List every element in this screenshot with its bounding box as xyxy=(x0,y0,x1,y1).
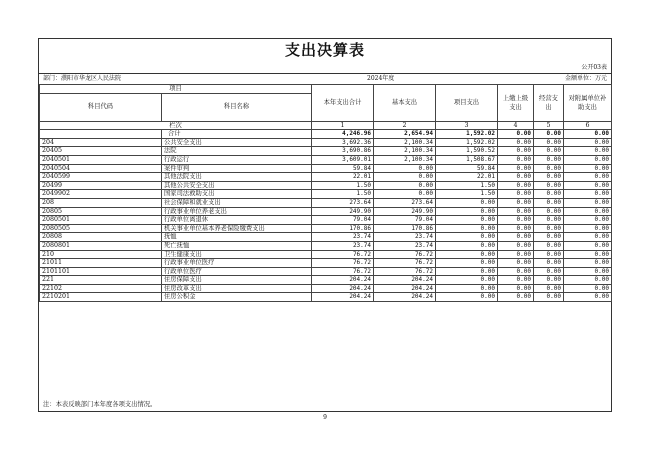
table-row xyxy=(40,164,612,173)
amount-cell-business: 0.00 xyxy=(534,164,564,173)
amount-cell-basic: 2,654.94 xyxy=(374,130,436,139)
table-row xyxy=(40,207,612,216)
col-number: 4 xyxy=(498,121,534,130)
table-row xyxy=(40,224,612,233)
amount-cell-total: 22.01 xyxy=(312,173,374,182)
amount-cell-subsidy: 0.00 xyxy=(564,173,612,182)
unit-label: 金额单位：万元 xyxy=(564,75,607,82)
amount-cell-business: 0.00 xyxy=(534,207,564,216)
table-row xyxy=(40,284,612,293)
subject-name-cell: 公共安全支出 xyxy=(162,138,312,147)
table-row xyxy=(40,138,612,147)
amount-cell-upper: 0.00 xyxy=(498,181,534,190)
amount-cell-business: 0.00 xyxy=(534,276,564,285)
amount-cell-basic: 23.74 xyxy=(374,233,436,242)
amount-cell-project: 0.00 xyxy=(436,276,498,285)
amount-cell-business: 0.00 xyxy=(534,267,564,276)
subject-name-cell: 行政事业单位医疗 xyxy=(162,259,312,268)
amount-cell-total: 1.50 xyxy=(312,181,374,190)
amount-cell-basic: 204.24 xyxy=(374,276,436,285)
amount-cell-basic: 273.64 xyxy=(374,198,436,207)
table-row xyxy=(40,198,612,207)
amount-cell-basic: 23.74 xyxy=(374,241,436,250)
amount-cell-upper: 0.00 xyxy=(498,259,534,268)
amount-cell-project: 0.00 xyxy=(436,293,498,302)
amount-cell-subsidy: 0.00 xyxy=(564,241,612,250)
amount-cell-subsidy: 0.00 xyxy=(564,216,612,225)
amount-cell-project: 0.00 xyxy=(436,198,498,207)
amount-cell-subsidy: 0.00 xyxy=(564,181,612,190)
amount-cell-business: 0.00 xyxy=(534,224,564,233)
subject-name-cell: 行政事业单位养老支出 xyxy=(162,207,312,216)
amount-cell-basic: 76.72 xyxy=(374,259,436,268)
table-row xyxy=(40,293,612,302)
table-body xyxy=(40,130,612,302)
amount-cell-total: 79.04 xyxy=(312,216,374,225)
amount-cell-basic: 2,100.34 xyxy=(374,138,436,147)
table-row xyxy=(40,147,612,156)
amount-cell-business: 0.00 xyxy=(534,147,564,156)
amount-cell-subsidy: 0.00 xyxy=(564,155,612,164)
amount-cell-total: 3,692.36 xyxy=(312,138,374,147)
table-row xyxy=(40,259,612,268)
table-code: 公开03表 xyxy=(581,64,607,71)
subject-name-cell: 住房改革支出 xyxy=(162,284,312,293)
amount-cell-business: 0.00 xyxy=(534,233,564,242)
amount-cell-business: 0.00 xyxy=(534,190,564,199)
amount-cell-upper: 0.00 xyxy=(498,267,534,276)
amount-cell-subsidy: 0.00 xyxy=(564,224,612,233)
amount-cell-basic: 79.04 xyxy=(374,216,436,225)
subject-name-cell: 合计 xyxy=(162,130,312,139)
subject-name-cell: 行政单位医疗 xyxy=(162,267,312,276)
amount-cell-upper: 0.00 xyxy=(498,164,534,173)
subject-code-cell: 2080505 xyxy=(40,224,162,233)
page-title: 支出决算表 xyxy=(284,41,365,59)
amount-cell-basic: 76.72 xyxy=(374,250,436,259)
amount-cell-upper: 0.00 xyxy=(498,250,534,259)
subject-name-cell: 其他法院支出 xyxy=(162,173,312,182)
amount-cell-basic: 2,100.34 xyxy=(374,147,436,156)
amount-cell-subsidy: 0.00 xyxy=(564,198,612,207)
header-total: 本年支出合计 xyxy=(312,85,374,122)
subject-name-cell: 机关事业单位基本养老保险缴费支出 xyxy=(162,224,312,233)
subject-code-cell: 210 xyxy=(40,250,162,259)
amount-cell-project: 0.00 xyxy=(436,284,498,293)
amount-cell-upper: 0.00 xyxy=(498,233,534,242)
amount-cell-upper: 0.00 xyxy=(498,293,534,302)
subject-name-cell: 社会保障和就业支出 xyxy=(162,198,312,207)
col-number: 1 xyxy=(312,121,374,130)
amount-cell-business: 0.00 xyxy=(534,173,564,182)
amount-cell-total: 204.24 xyxy=(312,293,374,302)
subject-code-cell: 2210201 xyxy=(40,293,162,302)
amount-cell-total: 1.50 xyxy=(312,190,374,199)
table-row xyxy=(40,267,612,276)
page-number: 9 xyxy=(323,414,327,421)
header-basic: 基本支出 xyxy=(374,85,436,122)
amount-cell-subsidy: 0.00 xyxy=(564,276,612,285)
amount-cell-project: 1.50 xyxy=(436,190,498,199)
amount-cell-business: 0.00 xyxy=(534,293,564,302)
subject-code-cell: 2080801 xyxy=(40,241,162,250)
amount-cell-basic: 204.24 xyxy=(374,284,436,293)
amount-cell-basic: 249.90 xyxy=(374,207,436,216)
subject-code-cell: 2040504 xyxy=(40,164,162,173)
amount-cell-subsidy: 0.00 xyxy=(564,190,612,199)
amount-cell-upper: 0.00 xyxy=(498,284,534,293)
col-number: 5 xyxy=(534,121,564,130)
amount-cell-basic: 0.00 xyxy=(374,190,436,199)
amount-cell-upper: 0.00 xyxy=(498,207,534,216)
amount-cell-subsidy: 0.00 xyxy=(564,130,612,139)
amount-cell-total: 204.24 xyxy=(312,276,374,285)
subject-name-cell: 案件审判 xyxy=(162,164,312,173)
amount-cell-upper: 0.00 xyxy=(498,190,534,199)
subject-name-cell: 行政单位离退休 xyxy=(162,216,312,225)
amount-cell-basic: 0.00 xyxy=(374,173,436,182)
amount-cell-business: 0.00 xyxy=(534,181,564,190)
amount-cell-project: 0.00 xyxy=(436,267,498,276)
amount-cell-total: 273.64 xyxy=(312,198,374,207)
amount-cell-basic: 170.86 xyxy=(374,224,436,233)
amount-cell-business: 0.00 xyxy=(534,155,564,164)
col-number: 6 xyxy=(564,121,612,130)
amount-cell-total: 3,609.01 xyxy=(312,155,374,164)
amount-cell-upper: 0.00 xyxy=(498,155,534,164)
subject-code-cell: 20805 xyxy=(40,207,162,216)
amount-cell-project: 1,508.67 xyxy=(436,155,498,164)
subject-code-cell: 20808 xyxy=(40,233,162,242)
amount-cell-total: 76.72 xyxy=(312,259,374,268)
amount-cell-business: 0.00 xyxy=(534,241,564,250)
subject-name-cell: 死亡抚恤 xyxy=(162,241,312,250)
table-row xyxy=(40,216,612,225)
amount-cell-project: 1,592.02 xyxy=(436,138,498,147)
amount-cell-subsidy: 0.00 xyxy=(564,207,612,216)
table-row xyxy=(40,190,612,199)
col-number: 3 xyxy=(436,121,498,130)
amount-cell-project: 0.00 xyxy=(436,224,498,233)
subject-code-cell: 21011 xyxy=(40,259,162,268)
table-row xyxy=(40,173,612,182)
header-upper: 上缴上级支出 xyxy=(498,85,534,122)
amount-cell-basic: 76.72 xyxy=(374,267,436,276)
table-row xyxy=(40,276,612,285)
subject-name-cell: 住房公积金 xyxy=(162,293,312,302)
amount-cell-total: 3,690.86 xyxy=(312,147,374,156)
amount-cell-subsidy: 0.00 xyxy=(564,233,612,242)
amount-cell-total: 23.74 xyxy=(312,233,374,242)
info-bar xyxy=(39,73,611,83)
amount-cell-subsidy: 0.00 xyxy=(564,259,612,268)
col-number: 2 xyxy=(374,121,436,130)
table-row xyxy=(40,233,612,242)
amount-cell-basic: 0.00 xyxy=(374,164,436,173)
subject-code-cell: 2049902 xyxy=(40,190,162,199)
amount-cell-upper: 0.00 xyxy=(498,276,534,285)
amount-cell-project: 1.50 xyxy=(436,181,498,190)
amount-cell-subsidy: 0.00 xyxy=(564,164,612,173)
amount-cell-subsidy: 0.00 xyxy=(564,284,612,293)
amount-cell-subsidy: 0.00 xyxy=(564,267,612,276)
subject-name-cell: 其他公共安全支出 xyxy=(162,181,312,190)
subject-code-cell: 22102 xyxy=(40,284,162,293)
amount-cell-project: 22.01 xyxy=(436,173,498,182)
amount-cell-business: 0.00 xyxy=(534,216,564,225)
row-index-label: 栏次 xyxy=(40,121,312,130)
amount-cell-basic: 0.00 xyxy=(374,181,436,190)
amount-cell-basic: 2,100.34 xyxy=(374,155,436,164)
subject-code-cell: 2040599 xyxy=(40,173,162,182)
subject-name-cell: 法院 xyxy=(162,147,312,156)
amount-cell-upper: 0.00 xyxy=(498,130,534,139)
subject-name-cell: 国家司法救助支出 xyxy=(162,190,312,199)
subject-code-cell: 2080501 xyxy=(40,216,162,225)
amount-cell-upper: 0.00 xyxy=(498,224,534,233)
amount-cell-total: 23.74 xyxy=(312,241,374,250)
amount-cell-subsidy: 0.00 xyxy=(564,250,612,259)
subject-name-cell: 行政运行 xyxy=(162,155,312,164)
table-row xyxy=(40,155,612,164)
subject-name-cell: 卫生健康支出 xyxy=(162,250,312,259)
amount-cell-basic: 204.24 xyxy=(374,293,436,302)
amount-cell-upper: 0.00 xyxy=(498,147,534,156)
amount-cell-business: 0.00 xyxy=(534,198,564,207)
table-row xyxy=(40,241,612,250)
amount-cell-business: 0.00 xyxy=(534,284,564,293)
subject-code-cell: 204 xyxy=(40,138,162,147)
amount-cell-total: 76.72 xyxy=(312,250,374,259)
amount-cell-total: 4,246.96 xyxy=(312,130,374,139)
amount-cell-subsidy: 0.00 xyxy=(564,147,612,156)
amount-cell-project: 59.84 xyxy=(436,164,498,173)
amount-cell-project: 0.00 xyxy=(436,250,498,259)
amount-cell-upper: 0.00 xyxy=(498,173,534,182)
amount-cell-total: 170.86 xyxy=(312,224,374,233)
subject-code-cell: 2040501 xyxy=(40,155,162,164)
header-subject-code: 科目代码 xyxy=(40,93,162,121)
amount-cell-business: 0.00 xyxy=(534,130,564,139)
amount-cell-project: 0.00 xyxy=(436,259,498,268)
header-subsidy: 对附属单位补助支出 xyxy=(564,85,612,122)
header-subject-name: 科目名称 xyxy=(162,93,312,121)
subject-code-cell: 2101101 xyxy=(40,267,162,276)
amount-cell-upper: 0.00 xyxy=(498,241,534,250)
amount-cell-project: 1,590.52 xyxy=(436,147,498,156)
department-label: 部门：濮阳市华龙区人民法院 xyxy=(43,75,122,82)
amount-cell-project: 0.00 xyxy=(436,216,498,225)
amount-cell-total: 59.84 xyxy=(312,164,374,173)
amount-cell-business: 0.00 xyxy=(534,138,564,147)
table-note: 注：本表反映部门本年度各项支出情况。 xyxy=(43,401,157,408)
amount-cell-total: 76.72 xyxy=(312,267,374,276)
subject-code-cell: 20499 xyxy=(40,181,162,190)
subject-name-cell: 住房保障支出 xyxy=(162,276,312,285)
amount-cell-subsidy: 0.00 xyxy=(564,138,612,147)
subject-code-cell: 221 xyxy=(40,276,162,285)
header-business: 经营支出 xyxy=(534,85,564,122)
subject-code-cell: 208 xyxy=(40,198,162,207)
amount-cell-project: 0.00 xyxy=(436,241,498,250)
year-label: 2024年度 xyxy=(367,75,395,82)
table-row-total xyxy=(40,130,612,139)
amount-cell-total: 249.90 xyxy=(312,207,374,216)
amount-cell-upper: 0.00 xyxy=(498,216,534,225)
amount-cell-business: 0.00 xyxy=(534,250,564,259)
subject-name-cell: 抚恤 xyxy=(162,233,312,242)
subject-code-cell xyxy=(40,130,162,139)
header-project: 项目 xyxy=(40,85,312,94)
subject-code-cell: 20405 xyxy=(40,147,162,156)
report-frame xyxy=(38,38,612,412)
amount-cell-business: 0.00 xyxy=(534,259,564,268)
amount-cell-project: 1,592.02 xyxy=(436,130,498,139)
expenditure-table xyxy=(39,84,612,302)
table-row xyxy=(40,181,612,190)
header-project-exp: 项目支出 xyxy=(436,85,498,122)
amount-cell-subsidy: 0.00 xyxy=(564,293,612,302)
amount-cell-upper: 0.00 xyxy=(498,138,534,147)
amount-cell-total: 204.24 xyxy=(312,284,374,293)
amount-cell-upper: 0.00 xyxy=(498,198,534,207)
amount-cell-project: 0.00 xyxy=(436,207,498,216)
amount-cell-project: 0.00 xyxy=(436,233,498,242)
table-row xyxy=(40,250,612,259)
